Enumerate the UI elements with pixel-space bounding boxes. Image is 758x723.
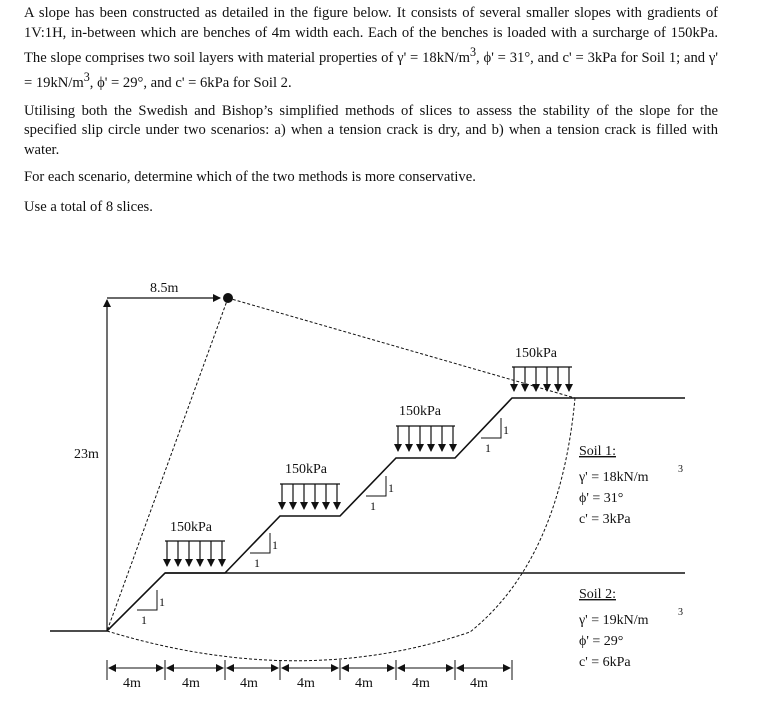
surcharge-label: 150kPa (399, 404, 441, 419)
gradient-h-label: 1 (141, 613, 147, 627)
bench-width-label: 4m (412, 676, 430, 691)
bench-width-label: 4m (355, 676, 373, 691)
radius-offset-label: 8.5m (150, 281, 179, 296)
para1-text-a: A slope has been constructed as detailed in the figure below. It consists of several smaller slopes with gradients of 1V:1H, in-between which are benches of 4m width each. Each of the benches is loaded with a surcharge of 150kPa. The slope comprises two soil layers with material properties of γ' = 18kN/m (24, 5, 718, 66)
soil1-properties (578, 444, 683, 527)
radius-line-toe (107, 298, 228, 631)
para1-superscript: 3 (469, 45, 477, 59)
bench-width-label: 4m (297, 676, 315, 691)
surcharge-label: 150kPa (170, 520, 212, 535)
soil2-cohesion: c' = 6kPa (579, 655, 631, 670)
surcharge-crest (512, 346, 572, 391)
gradient-h-label: 1 (485, 441, 491, 455)
problem-paragraph-2: Utilising both the Swedish and Bishop’s simplified methods of slices to assess the stability of the slope for the specified slip circle under two scenarios: a) when a tension crack is dry, and b) when a tension crack is filled with water. (24, 102, 718, 158)
bench-width-label: 4m (240, 676, 258, 691)
soil2-phi: ϕ' = 29° (579, 634, 624, 649)
soil2-gamma: γ' = 19kN/m (579, 613, 649, 628)
bench-width-label: 4m (182, 676, 200, 691)
para1-superscript: 3 (83, 70, 90, 85)
gradient-h-label: 1 (254, 556, 260, 570)
gradient-v-label: 1 (503, 423, 509, 437)
para1-text-b: , ϕ' = 31°, and c' = 3kPa for Soil 1; and γ' = 19kN/m (24, 49, 718, 92)
problem-paragraph-4: Use a total of 8 slices. (24, 198, 153, 215)
para1-text-c: , ϕ' = 29°, and c' = 6kPa for Soil 2. (89, 75, 292, 92)
surcharge-bench-1 (165, 520, 225, 566)
gradient-triangle-1 (137, 590, 157, 610)
bench-width-label: 4m (123, 676, 141, 691)
surcharge-bench-2 (280, 462, 340, 509)
surcharge-label: 150kPa (515, 346, 557, 361)
gradient-h-label: 1 (370, 499, 376, 513)
gradient-v-label: 1 (388, 481, 394, 495)
bench-width-label: 4m (470, 676, 488, 691)
soil2-gamma-exponent: 3 (678, 607, 683, 618)
gradient-v-label: 1 (159, 595, 165, 609)
gradient-v-label: 1 (272, 538, 278, 552)
circle-centre-point (223, 293, 233, 303)
soil1-gamma: γ' = 18kN/m (579, 470, 649, 485)
surcharge-bench-3 (396, 404, 455, 451)
soil1-phi: ϕ' = 31° (579, 491, 624, 506)
height-label: 23m (74, 447, 99, 462)
soil1-gamma-exponent: 3 (678, 464, 683, 475)
soil2-title: Soil 2: (579, 587, 616, 602)
problem-paragraph-3: For each scenario, determine which of the two methods is more conservative. (24, 169, 476, 186)
soil1-title: Soil 1: (579, 444, 616, 459)
soil1-cohesion: c' = 3kPa (579, 512, 631, 527)
surcharge-label: 150kPa (285, 462, 327, 477)
soil2-properties (578, 587, 683, 670)
